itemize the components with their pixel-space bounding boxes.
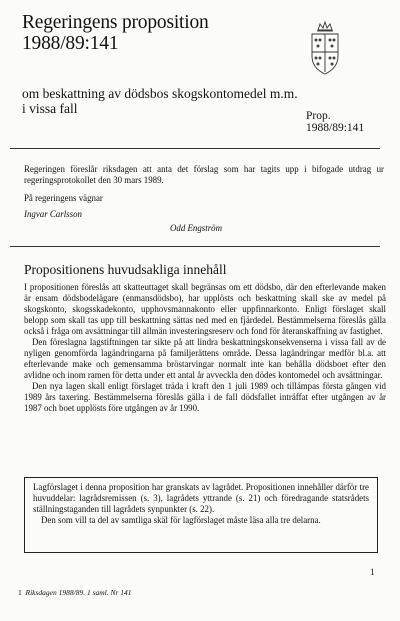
signatory-1: Ingvar Carlsson bbox=[24, 209, 82, 219]
notice-paragraph-2: Den som vill ta del av samtliga skäl för lagförslaget måste läsa alla tre delarna. bbox=[41, 515, 321, 525]
title-line-2: 1988/89:141 bbox=[22, 33, 119, 54]
footer bbox=[18, 588, 132, 597]
section-body bbox=[24, 282, 386, 414]
section-paragraph-1: I propositionen föreslås att skatteuttaget skall begränsas om ett dödsbo, där den efterlevande maken är ensam dödsbodelägare (enmansdödsbo), har upplösts och beskattning skall ske av medel på skogskonto, skogsskadekonto, upphovsmannakonto eller uppfinnarkonto. Enligt förslaget skall belopp som skall tas upp till beskattning sättas ned med en fjärdedel. Bestämmelserna föreslås gälla också i fråga om avsättningar till allmän investeringsreserv och fond för återanskaffning av fastighet. bbox=[24, 282, 386, 336]
signature-line: På regeringens vägnar bbox=[24, 193, 103, 203]
notice-paragraph-1: Lagförslaget i denna proposition har granskats av lagrådet. Propositionen innehåller därför tre huvuddelar: lagrådsremissen (s. 3), lagrådets yttrande (s. 21) och föredragande statsrådets ställningstaganden till lagrådets synpunkter (s. 22). bbox=[33, 482, 369, 514]
proposition-label bbox=[306, 110, 364, 134]
intro-paragraph: Regeringen föreslår riksdagen att anta det förslag som har tagits upp i bifogade utdrag ur regeringsprotokollet den 30 mars 1989. bbox=[24, 164, 384, 185]
section-paragraph-2: Den föreslagna lagstiftningen tar sikte på att lindra beskattningskonsekvenserna i vissa fall av de nyligen genomförda lagändringarna på familjerättens område. Dessa lagändringar medför bl.a. att efterlevande make och gemensamma bröstarvingar normalt inte kan behålla dödsboet efter den avlidne och inom ramen för detta under ett antal år avveckla den dödes kontomedel och avsättningar. bbox=[24, 337, 386, 380]
section-heading: Propositionens huvudsakliga innehåll bbox=[24, 262, 227, 277]
lagrad-notice-text bbox=[33, 482, 369, 526]
coat-of-arms-icon bbox=[304, 20, 346, 78]
page-number: 1 bbox=[370, 567, 375, 577]
document-title bbox=[22, 12, 209, 54]
divider bbox=[10, 246, 380, 247]
section-paragraph-3: Den nya lagen skall enligt förslaget träda i kraft den 1 juli 1989 och tillämpas första gången vid 1989 års taxering. Bestämmelserna föreslås gälla i de fall dödsfallet inträffat efter utgången av år 1987 och boet upplösts före utgången av år 1990. bbox=[24, 381, 386, 413]
divider bbox=[10, 148, 380, 149]
footer-number: 1 bbox=[18, 588, 22, 597]
prop-label-line-2: 1988/89:141 bbox=[306, 122, 365, 134]
signatory-2: Odd Engström bbox=[170, 223, 223, 233]
footer-text: Riksdagen 1988/89. 1 saml. Nr 141 bbox=[25, 588, 132, 597]
document-subtitle: om beskattning av dödsbos skogskontomedel m.m. i vissa fall bbox=[22, 86, 298, 116]
prop-label-line-1: Prop. bbox=[306, 110, 331, 122]
title-line-1: Regeringens proposition bbox=[22, 12, 209, 33]
